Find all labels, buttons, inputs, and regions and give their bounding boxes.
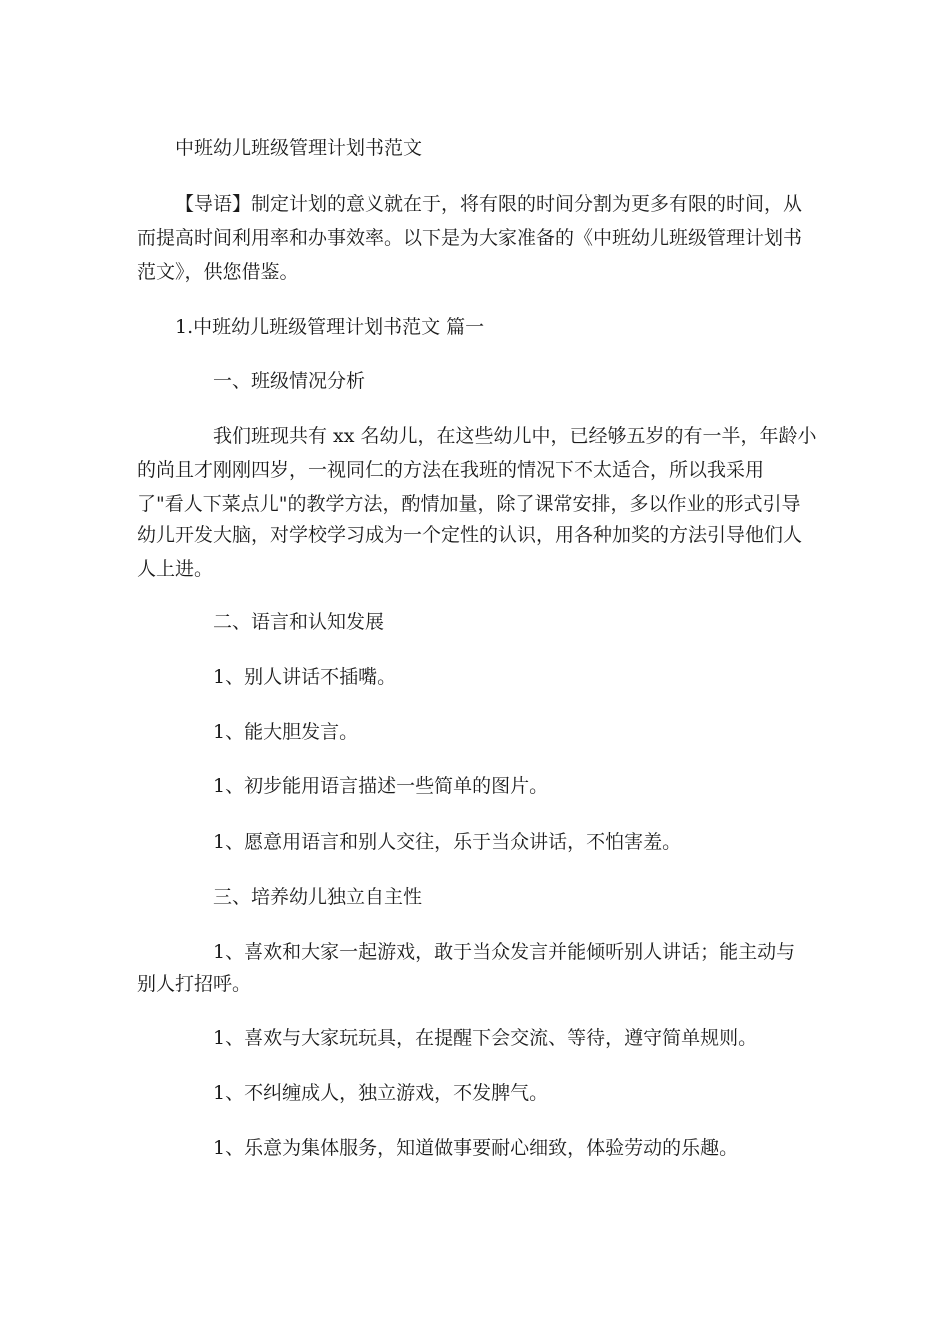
part1-heading: 一、班级情况分析: [213, 370, 366, 392]
list-item: 1、不纠缠成人，独立游戏，不发脾气。: [213, 1082, 549, 1104]
list-item: 1、能大胆发言。: [213, 721, 359, 743]
document-title: 中班幼儿班级管理计划书范文: [175, 137, 423, 159]
list-item: 1、喜欢与大家玩玩具，在提醒下会交流、等待，遵守简单规则。: [213, 1027, 758, 1049]
intro-line: 【导语】制定计划的意义就在于，将有限的时间分割为更多有限的时间，从: [175, 193, 803, 215]
list-item: 1、乐意为集体服务，知道做事要耐心细致，体验劳动的乐趣。: [213, 1137, 739, 1159]
intro-paragraph: [175, 187, 802, 221]
part1-body-line: 人上进。: [137, 558, 214, 580]
part1-body-line: 幼儿开发大脑，对学校学习成为一个定性的认识，用各种加奖的方法引导他们人: [137, 524, 803, 546]
part3-heading: 三、培养幼儿独立自主性: [213, 886, 423, 908]
list-item: 1、喜欢和大家一起游戏，敢于当众发言并能倾听别人讲话；能主动与: [213, 941, 796, 963]
intro-line: 而提高时间利用率和办事效率。以下是为大家准备的《中班幼儿班级管理计划书: [137, 227, 803, 249]
part1-body-line: 了"看人下菜点儿"的教学方法，酌情加量，除了课常安排，多以作业的形式引导: [137, 493, 801, 515]
section-heading: 1.中班幼儿班级管理计划书范文 篇一: [175, 316, 485, 338]
part1-body-line: 我们班现共有 xx 名幼儿，在这些幼儿中，已经够五岁的有一半，年龄小: [213, 425, 817, 447]
list-item-continuation: 别人打招呼。: [137, 973, 252, 995]
list-item: 1、初步能用语言描述一些简单的图片。: [213, 775, 549, 797]
intro-line: 范文》，供您借鉴。: [137, 261, 299, 283]
list-item: 1、别人讲话不插嘴。: [213, 666, 397, 688]
list-item: 1、愿意用语言和别人交往，乐于当众讲话，不怕害羞。: [213, 831, 682, 853]
part1-body-line: 的尚且才刚刚四岁，一视同仁的方法在我班的情况下不太适合，所以我采用: [137, 459, 765, 481]
part2-heading: 二、语言和认知发展: [213, 611, 385, 633]
